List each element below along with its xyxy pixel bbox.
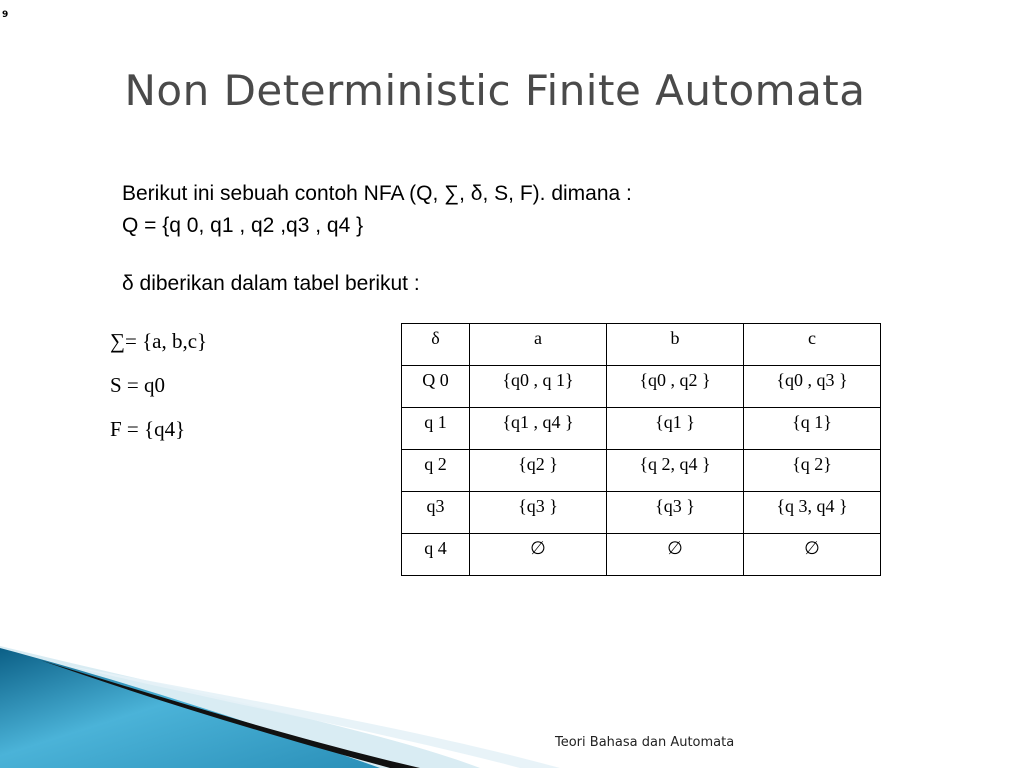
table-cell: {q0 , q3 } <box>744 366 881 408</box>
footer-swoosh-graphic <box>0 630 1024 768</box>
table-header-cell: b <box>607 324 744 366</box>
table-header-cell: c <box>744 324 881 366</box>
table-cell: q 1 <box>402 408 470 450</box>
table-cell: q 2 <box>402 450 470 492</box>
table-cell: q 4 <box>402 534 470 576</box>
intro-line-2: Q = {q 0, q1 , q2 ,q3 , q4 } <box>122 214 364 237</box>
table-cell: q3 <box>402 492 470 534</box>
table-cell: {q 1} <box>744 408 881 450</box>
table-cell: ∅ <box>744 534 881 576</box>
table-cell: {q2 } <box>470 450 607 492</box>
intro-text <box>122 178 632 300</box>
table-header-cell: δ <box>402 324 470 366</box>
nfa-definitions <box>110 324 207 456</box>
table-header-row <box>402 324 881 366</box>
table-cell: {q3 } <box>470 492 607 534</box>
footer-text: Teori Bahasa dan Automata <box>555 735 735 750</box>
transition-table <box>401 323 881 576</box>
start-state-definition: S = q0 <box>110 373 166 397</box>
table-cell: Q 0 <box>402 366 470 408</box>
table-cell: {q3 } <box>607 492 744 534</box>
table-cell: {q0 , q 1} <box>470 366 607 408</box>
final-states-definition: F = {q4} <box>110 417 186 441</box>
table-row <box>402 492 881 534</box>
sigma-definition: ∑= {a, b,c} <box>110 329 208 353</box>
table-row <box>402 534 881 576</box>
table-cell: {q1 , q4 } <box>470 408 607 450</box>
table-cell: ∅ <box>470 534 607 576</box>
slide-title: Non Deterministic Finite Automata <box>124 66 866 115</box>
table-row <box>402 366 881 408</box>
table-header-cell: a <box>470 324 607 366</box>
intro-line-1: Berikut ini sebuah contoh NFA (Q, ∑, δ, S, F). dimana : <box>122 182 632 205</box>
table-cell: {q 2} <box>744 450 881 492</box>
table-cell: ∅ <box>607 534 744 576</box>
table-cell: {q0 , q2 } <box>607 366 744 408</box>
corner-mark: 9 <box>2 10 9 20</box>
intro-line-3: δ diberikan dalam tabel berikut : <box>122 272 420 295</box>
table-cell: {q1 } <box>607 408 744 450</box>
table-cell: {q 2, q4 } <box>607 450 744 492</box>
table-row <box>402 408 881 450</box>
table-cell: {q 3, q4 } <box>744 492 881 534</box>
table-row <box>402 450 881 492</box>
